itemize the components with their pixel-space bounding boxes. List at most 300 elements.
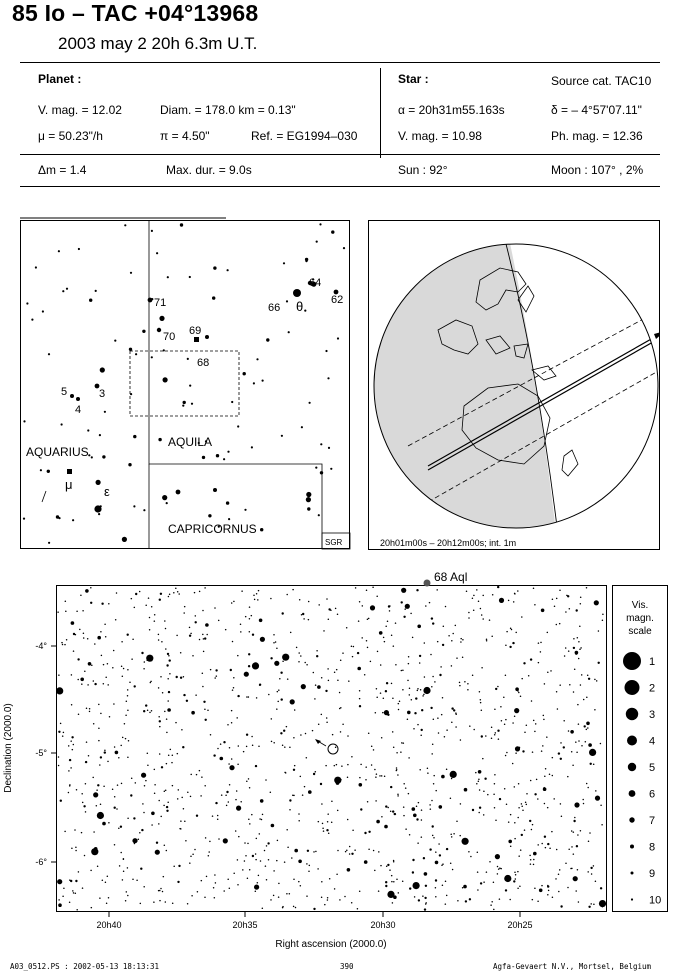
star-number-69: 69 bbox=[189, 325, 202, 337]
field-star bbox=[495, 688, 497, 690]
field-star bbox=[424, 642, 426, 644]
field-star bbox=[532, 751, 534, 753]
field-star bbox=[556, 849, 558, 851]
field-star bbox=[589, 749, 596, 756]
field-star bbox=[347, 868, 351, 872]
field-star bbox=[534, 604, 536, 606]
field-star bbox=[337, 613, 339, 615]
field-star bbox=[378, 851, 380, 853]
field-star bbox=[154, 620, 156, 622]
field-star bbox=[123, 871, 125, 873]
field-star bbox=[395, 622, 397, 624]
field-star bbox=[573, 831, 575, 833]
field-star bbox=[421, 809, 423, 811]
field-star bbox=[167, 678, 169, 680]
field-star bbox=[108, 603, 110, 605]
field-star bbox=[75, 634, 77, 636]
svg-text:scale: scale bbox=[628, 626, 652, 637]
field-star bbox=[77, 679, 79, 681]
field-star bbox=[468, 851, 470, 853]
field-star bbox=[298, 860, 302, 864]
field-star bbox=[351, 902, 353, 904]
field-star bbox=[302, 613, 304, 615]
field-star bbox=[315, 851, 317, 853]
field-star bbox=[82, 802, 84, 804]
field-star bbox=[323, 630, 325, 632]
field-star bbox=[190, 774, 192, 776]
field-star bbox=[212, 815, 214, 817]
field-star bbox=[119, 865, 121, 867]
field-star bbox=[482, 618, 484, 620]
field-star bbox=[210, 669, 212, 671]
map-star bbox=[91, 456, 93, 458]
field-star bbox=[182, 746, 184, 748]
field-star bbox=[75, 880, 77, 882]
field-star bbox=[258, 875, 260, 877]
field-star bbox=[390, 786, 392, 788]
field-star bbox=[258, 590, 260, 592]
field-star bbox=[295, 907, 297, 909]
field-star bbox=[370, 605, 375, 610]
field-star bbox=[225, 629, 227, 631]
field-star bbox=[456, 821, 458, 823]
field-star bbox=[260, 637, 265, 642]
field-star bbox=[326, 722, 328, 724]
field-star bbox=[183, 694, 185, 696]
field-star bbox=[317, 685, 321, 689]
field-star bbox=[559, 869, 561, 871]
field-star bbox=[509, 646, 511, 648]
map-star bbox=[133, 505, 135, 507]
field-star bbox=[160, 888, 162, 890]
field-star bbox=[384, 825, 388, 829]
field-star bbox=[220, 757, 224, 761]
field-star bbox=[514, 708, 519, 713]
field-star bbox=[544, 803, 546, 805]
field-star bbox=[420, 689, 422, 691]
field-star bbox=[252, 855, 254, 857]
field-star bbox=[399, 700, 401, 702]
field-star bbox=[249, 618, 251, 620]
field-star bbox=[547, 672, 549, 674]
map-star bbox=[47, 470, 50, 473]
field-star bbox=[347, 776, 349, 778]
field-star bbox=[593, 763, 595, 765]
field-star bbox=[337, 810, 339, 812]
field-star bbox=[163, 805, 165, 807]
field-star bbox=[249, 869, 251, 871]
field-star bbox=[209, 841, 211, 843]
field-star bbox=[306, 664, 308, 666]
field-star bbox=[78, 713, 80, 715]
field-star bbox=[227, 879, 229, 881]
field-star bbox=[572, 765, 574, 767]
field-star bbox=[534, 887, 536, 889]
field-star bbox=[255, 890, 256, 892]
field-star bbox=[245, 616, 247, 618]
scale-label-8: 8 bbox=[649, 841, 656, 854]
field-star bbox=[342, 723, 344, 725]
field-star bbox=[401, 670, 403, 672]
field-star bbox=[76, 610, 78, 612]
field-star bbox=[573, 876, 578, 881]
field-star bbox=[139, 591, 141, 593]
field-star bbox=[75, 847, 77, 849]
field-star bbox=[103, 786, 105, 788]
field-star bbox=[460, 803, 462, 805]
field-star bbox=[97, 812, 104, 819]
field-star bbox=[70, 767, 72, 769]
field-star bbox=[355, 587, 357, 589]
field-star bbox=[480, 702, 482, 704]
field-star bbox=[505, 889, 507, 891]
field-star bbox=[482, 758, 484, 760]
field-star bbox=[558, 752, 560, 754]
field-star bbox=[289, 747, 291, 749]
field-star bbox=[383, 698, 385, 700]
field-star bbox=[405, 787, 407, 789]
field-star bbox=[588, 743, 592, 747]
field-star bbox=[268, 694, 270, 696]
field-star bbox=[365, 779, 367, 781]
field-star bbox=[499, 798, 501, 800]
field-star bbox=[602, 906, 604, 908]
field-star bbox=[451, 771, 453, 773]
field-star bbox=[357, 652, 359, 654]
field-star bbox=[132, 878, 134, 880]
field-star bbox=[387, 807, 389, 809]
field-star bbox=[384, 775, 386, 777]
field-star bbox=[168, 691, 170, 693]
field-star bbox=[91, 907, 93, 909]
field-star bbox=[354, 849, 356, 851]
field-star bbox=[65, 600, 67, 602]
field-star bbox=[438, 843, 440, 845]
field-star bbox=[200, 795, 202, 797]
field-star bbox=[132, 838, 137, 843]
field-star bbox=[580, 603, 582, 605]
field-star bbox=[602, 614, 604, 616]
field-star bbox=[376, 696, 378, 698]
field-star bbox=[131, 658, 133, 660]
field-star bbox=[151, 710, 153, 712]
map-star bbox=[320, 471, 323, 474]
map-star bbox=[166, 502, 168, 504]
field-star bbox=[489, 861, 491, 863]
field-star bbox=[521, 834, 523, 836]
field-star bbox=[560, 803, 562, 805]
field-star bbox=[382, 712, 384, 714]
map-star bbox=[226, 501, 229, 504]
field-star bbox=[346, 627, 348, 629]
field-star bbox=[403, 806, 405, 808]
field-star bbox=[478, 600, 480, 602]
field-star bbox=[290, 632, 292, 634]
field-star bbox=[218, 838, 220, 840]
map-named-star bbox=[205, 335, 209, 339]
field-star bbox=[533, 864, 535, 866]
field-star bbox=[302, 794, 304, 796]
field-star bbox=[186, 700, 188, 702]
field-star bbox=[243, 751, 245, 753]
field-star bbox=[590, 903, 592, 905]
field-star bbox=[100, 756, 102, 758]
field-star bbox=[321, 677, 323, 679]
field-star bbox=[69, 879, 71, 881]
map-star bbox=[128, 463, 131, 466]
field-star bbox=[353, 646, 355, 648]
field-star bbox=[89, 711, 91, 713]
field-star bbox=[249, 823, 251, 825]
field-star bbox=[552, 896, 554, 898]
field-star bbox=[245, 855, 247, 857]
field-star bbox=[435, 879, 437, 881]
field-star bbox=[153, 901, 155, 903]
field-star bbox=[208, 851, 210, 853]
field-star bbox=[270, 598, 272, 600]
field-star bbox=[541, 609, 545, 613]
field-star bbox=[530, 859, 532, 861]
map-star bbox=[158, 438, 161, 441]
field-star bbox=[409, 887, 411, 889]
field-star bbox=[228, 763, 230, 765]
map-star bbox=[306, 492, 311, 497]
field-star bbox=[251, 615, 253, 617]
field-star bbox=[423, 687, 430, 694]
field-star bbox=[291, 857, 293, 859]
field-star bbox=[504, 723, 506, 725]
field-star bbox=[164, 620, 166, 622]
field-star bbox=[165, 790, 167, 792]
field-star bbox=[442, 644, 444, 646]
field-star bbox=[429, 804, 431, 806]
field-star bbox=[127, 709, 128, 711]
field-star bbox=[587, 787, 589, 789]
field-star bbox=[215, 882, 217, 884]
field-star bbox=[368, 618, 370, 620]
star-ra: α = 20h31m55.163s bbox=[398, 103, 505, 117]
globe-caption: 20h01m00s – 20h12m00s; int. 1m bbox=[380, 538, 517, 548]
field-star bbox=[240, 631, 242, 633]
field-star bbox=[58, 765, 60, 767]
field-star bbox=[417, 688, 419, 690]
field-star bbox=[331, 822, 333, 824]
field-star bbox=[321, 881, 323, 883]
field-star bbox=[327, 668, 329, 670]
field-star bbox=[279, 678, 281, 680]
field-star bbox=[141, 829, 143, 831]
field-star bbox=[575, 741, 577, 743]
map-star bbox=[315, 467, 317, 469]
field-star bbox=[92, 777, 94, 779]
field-star bbox=[270, 657, 272, 659]
field-star bbox=[82, 610, 84, 612]
field-star bbox=[162, 891, 164, 893]
field-star bbox=[199, 639, 201, 641]
field-star bbox=[460, 641, 462, 643]
field-star bbox=[215, 669, 217, 671]
field-star bbox=[181, 729, 183, 731]
field-star bbox=[236, 790, 238, 792]
field-star bbox=[252, 634, 254, 636]
field-star bbox=[445, 881, 447, 883]
x-axis bbox=[96, 912, 532, 930]
map-star bbox=[305, 260, 307, 262]
field-star bbox=[595, 796, 600, 801]
field-star bbox=[127, 695, 129, 697]
field-star bbox=[73, 892, 75, 894]
field-star bbox=[396, 879, 398, 881]
field-star bbox=[385, 881, 387, 883]
field-star bbox=[452, 633, 454, 635]
field-star bbox=[71, 704, 73, 706]
field-star bbox=[123, 859, 125, 861]
field-star bbox=[431, 800, 433, 802]
field-star bbox=[161, 766, 163, 768]
field-star bbox=[573, 647, 575, 649]
field-star bbox=[260, 799, 264, 803]
field-star bbox=[393, 881, 395, 883]
field-star bbox=[64, 831, 66, 833]
field-star bbox=[576, 609, 578, 611]
field-star bbox=[515, 632, 517, 634]
field-star bbox=[455, 713, 457, 715]
field-star bbox=[273, 870, 275, 872]
field-star bbox=[580, 684, 582, 686]
field-star bbox=[586, 729, 588, 731]
field-star bbox=[107, 684, 109, 686]
map-star bbox=[48, 542, 50, 544]
field-star bbox=[580, 596, 582, 598]
field-star bbox=[349, 846, 351, 848]
field-star bbox=[233, 677, 235, 679]
field-star bbox=[383, 637, 385, 639]
field-star bbox=[404, 591, 406, 593]
field-star bbox=[178, 865, 180, 867]
field-star bbox=[82, 887, 84, 889]
field-star bbox=[451, 640, 453, 642]
field-star bbox=[138, 839, 140, 841]
field-star bbox=[586, 587, 588, 589]
map-named-star bbox=[70, 394, 74, 398]
map-star bbox=[26, 302, 28, 304]
map-star bbox=[227, 269, 229, 271]
field-star bbox=[569, 608, 571, 610]
field-star bbox=[370, 661, 372, 663]
field-star bbox=[523, 662, 525, 664]
field-star bbox=[105, 676, 107, 678]
planet-motion: μ = 50.23"/h bbox=[38, 129, 103, 143]
field-star bbox=[568, 848, 570, 850]
field-star bbox=[112, 667, 114, 669]
field-star bbox=[202, 634, 204, 636]
field-star bbox=[560, 758, 562, 760]
planet-diameter: Diam. = 178.0 km = 0.13" bbox=[160, 103, 296, 117]
field-star bbox=[248, 696, 250, 698]
field-star bbox=[342, 652, 344, 654]
field-star bbox=[481, 709, 483, 711]
field-star bbox=[57, 879, 62, 884]
field-star bbox=[544, 836, 546, 838]
scale-label-7: 7 bbox=[649, 815, 656, 827]
field-star bbox=[464, 681, 466, 683]
ytick-minus6: -6° bbox=[35, 857, 47, 867]
scale-dot-8 bbox=[630, 845, 634, 849]
field-star bbox=[167, 700, 169, 702]
field-star bbox=[104, 749, 106, 751]
field-star bbox=[495, 854, 500, 859]
field-star bbox=[480, 882, 482, 884]
field-star bbox=[289, 893, 291, 895]
field-star bbox=[204, 785, 206, 787]
field-star bbox=[90, 602, 92, 604]
field-star bbox=[213, 754, 215, 756]
field-star bbox=[403, 815, 405, 817]
field-star bbox=[147, 764, 149, 766]
field-star bbox=[340, 660, 342, 662]
field-star bbox=[462, 656, 464, 658]
field-star bbox=[166, 718, 168, 720]
field-star bbox=[203, 651, 205, 653]
field-star bbox=[199, 770, 201, 772]
field-star bbox=[455, 625, 457, 627]
field-star bbox=[434, 681, 436, 683]
field-star bbox=[86, 741, 88, 743]
field-star bbox=[58, 674, 60, 676]
field-star bbox=[409, 694, 411, 696]
field-star bbox=[158, 823, 160, 825]
max-duration: Max. dur. = 9.0s bbox=[166, 163, 252, 177]
field-star bbox=[196, 815, 198, 817]
field-star bbox=[278, 883, 280, 885]
field-star bbox=[201, 776, 203, 778]
scale-dot-5 bbox=[628, 763, 636, 771]
map-star bbox=[216, 454, 219, 457]
field-star bbox=[246, 781, 248, 783]
field-star bbox=[493, 793, 495, 795]
map-star bbox=[228, 518, 230, 520]
field-star bbox=[235, 799, 237, 801]
field-star bbox=[255, 859, 257, 861]
field-star bbox=[172, 903, 174, 905]
field-star bbox=[180, 677, 182, 679]
field-star bbox=[393, 747, 395, 749]
field-star bbox=[397, 793, 399, 795]
field-star bbox=[433, 783, 435, 785]
field-star bbox=[563, 746, 565, 748]
field-star bbox=[530, 863, 532, 865]
field-star bbox=[388, 605, 390, 607]
field-star bbox=[260, 860, 262, 862]
field-star bbox=[190, 856, 192, 858]
field-star bbox=[300, 655, 302, 657]
field-star bbox=[214, 677, 216, 679]
field-star bbox=[451, 707, 453, 709]
field-star bbox=[494, 734, 496, 736]
field-star bbox=[432, 835, 434, 837]
field-star bbox=[407, 680, 409, 682]
field-star bbox=[352, 656, 354, 658]
field-star bbox=[192, 853, 194, 855]
field-star bbox=[233, 601, 235, 603]
field-star bbox=[578, 723, 580, 725]
star-number-64: 64 bbox=[309, 277, 322, 289]
field-star bbox=[88, 755, 90, 757]
field-star bbox=[385, 690, 387, 692]
field-star bbox=[210, 734, 212, 736]
field-star bbox=[83, 805, 85, 807]
field-star bbox=[497, 866, 499, 868]
